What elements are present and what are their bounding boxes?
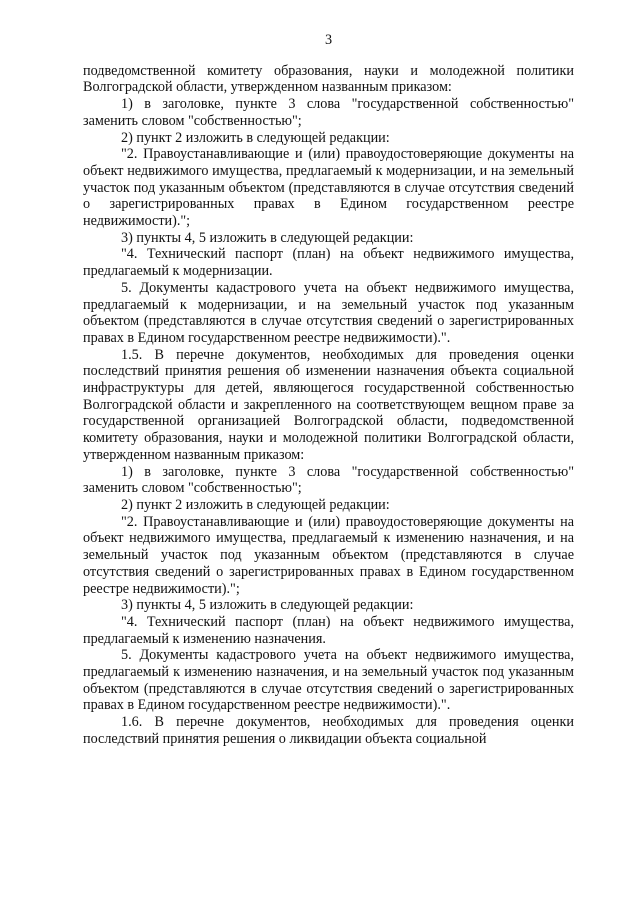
paragraph-item-3-intro: 3) пункты 4, 5 изложить в следующей редакции: — [121, 597, 414, 614]
paragraph-item-3-intro: 3) пункты 4, 5 изложить в следующей редакции: — [121, 229, 414, 246]
document-page — [83, 32, 574, 748]
paragraph-section-1-5: 1.5. В перечне документов, необходимых для проведения оценки последствий принятия решения об изменении назначения объекта социальной инфраструктуры для детей, являющегося государственной собственностью Волгоградской области и закрепленного на соответствующем вещном праве за государственной организацией Волгоградской области, подведомственной комитету образования, науки и молодежной политики Волгоградской области, утвержденном названным приказом: — [83, 346, 574, 463]
paragraph-quoted-point-2: "2. Правоустанавливающие и (или) правоудостоверяющие документы на объект недвижимого имущества, предлагаемый к изменению назначения, и на земельный участок под указанным объектом (представляются в случае отсутствия сведений о зарегистрированных правах в Едином государственном реестре недвижимости)."; — [83, 513, 574, 597]
page-number: 3 — [324, 32, 333, 48]
paragraph-continuation: подведомственной комитету образования, науки и молодежной политики Волгоградской области, утвержденном названным приказом: — [83, 62, 574, 96]
paragraph-item-1-title-change: 1) в заголовке, пункте 3 слова "государственной собственностью" заменить словом "собственностью"; — [83, 96, 574, 129]
paragraph-quoted-point-4: "4. Технический паспорт (план) на объект недвижимого имущества, предлагаемый к модернизации. — [83, 246, 574, 280]
paragraph-section-1-6: 1.6. В перечне документов, необходимых для проведения оценки последствий принятия решения о ликвидации объекта социальной — [83, 714, 574, 747]
paragraph-quoted-point-4: "4. Технический паспорт (план) на объект недвижимого имущества, предлагаемый к изменению назначения. — [83, 613, 574, 647]
paragraph-item-2-intro: 2) пункт 2 изложить в следующей редакции: — [121, 129, 390, 146]
paragraph-item-2-intro: 2) пункт 2 изложить в следующей редакции: — [121, 496, 390, 513]
paragraph-item-1-title-change: 1) в заголовке, пункте 3 слова "государственной собственностью" заменить словом "собственностью"; — [83, 463, 574, 497]
paragraph-quoted-point-2: "2. Правоустанавливающие и (или) правоудостоверяющие документы на объект недвижимого имущества, предлагаемый к модернизации, и на земельный участок под указанным объектом (представляются в случае отсутствия сведений о зарегистрированных правах в Едином государственном реестре недвижимости)."; — [83, 146, 574, 230]
paragraph-quoted-point-5: 5. Документы кадастрового учета на объект недвижимого имущества, предлагаемый к модернизации, и на земельный участок под указанным объектом (представляются в случае отсутствия сведений о зарегистрированных правах в Едином государственном реестре недвижимости).". — [83, 279, 574, 346]
paragraph-quoted-point-5: 5. Документы кадастрового учета на объект недвижимого имущества, предлагаемый к изменению назначения, и на земельный участок под указанным объектом (представляются в случае отсутствия сведений о зарегистрированных правах в Едином государственном реестре недвижимости).". — [83, 647, 574, 714]
